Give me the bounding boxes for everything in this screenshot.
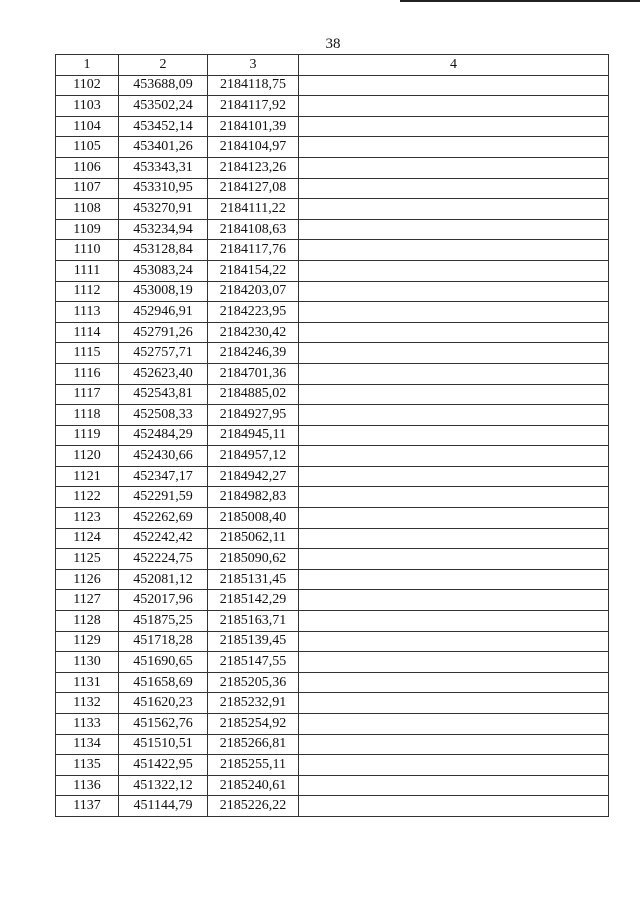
table-row [56,528,609,549]
table-row [56,281,609,302]
table-row [56,796,609,817]
table-row [56,693,609,714]
x-coordinate-cell: 452484,29 [119,425,208,446]
point-number-cell: 1133 [56,714,119,735]
note-cell [299,199,609,220]
point-number-cell: 1109 [56,219,119,240]
note-cell [299,116,609,137]
point-number-cell: 1104 [56,116,119,137]
y-coordinate-cell: 2185062,11 [208,528,299,549]
point-number-cell: 1118 [56,405,119,426]
y-coordinate-cell: 2184203,07 [208,281,299,302]
note-cell [299,281,609,302]
note-cell [299,302,609,323]
point-number-cell: 1123 [56,508,119,529]
x-coordinate-cell: 453128,84 [119,240,208,261]
point-number-cell: 1136 [56,775,119,796]
table-row [56,405,609,426]
point-number-cell: 1116 [56,363,119,384]
x-coordinate-cell: 453343,31 [119,157,208,178]
x-coordinate-cell: 452347,17 [119,466,208,487]
point-number-cell: 1111 [56,260,119,281]
note-cell [299,157,609,178]
x-coordinate-cell: 451144,79 [119,796,208,817]
y-coordinate-cell: 2185240,61 [208,775,299,796]
point-number-cell: 1113 [56,302,119,323]
point-number-cell: 1128 [56,611,119,632]
y-coordinate-cell: 2184957,12 [208,446,299,467]
x-coordinate-cell: 451562,76 [119,714,208,735]
point-number-cell: 1120 [56,446,119,467]
page-number: 38 [325,36,341,52]
x-coordinate-cell: 452224,75 [119,549,208,570]
note-cell [299,260,609,281]
note-cell [299,75,609,96]
point-number-cell: 1112 [56,281,119,302]
point-number-cell: 1102 [56,75,119,96]
table-row [56,343,609,364]
point-number-cell: 1105 [56,137,119,158]
column-header-2: 2 [119,55,208,76]
table-row [56,714,609,735]
table-row [56,631,609,652]
point-number-cell: 1110 [56,240,119,261]
y-coordinate-cell: 2185139,45 [208,631,299,652]
point-number-cell: 1132 [56,693,119,714]
x-coordinate-cell: 452430,66 [119,446,208,467]
note-cell [299,775,609,796]
table-header-row [56,55,609,76]
note-cell [299,425,609,446]
column-header-3: 3 [208,55,299,76]
x-coordinate-cell: 453452,14 [119,116,208,137]
note-cell [299,611,609,632]
x-coordinate-cell: 452508,33 [119,405,208,426]
y-coordinate-cell: 2184927,95 [208,405,299,426]
point-number-cell: 1121 [56,466,119,487]
table-row [56,302,609,323]
y-coordinate-cell: 2184230,42 [208,322,299,343]
point-number-cell: 1103 [56,96,119,117]
table-row [56,137,609,158]
table-row [56,466,609,487]
x-coordinate-cell: 451620,23 [119,693,208,714]
x-coordinate-cell: 452242,42 [119,528,208,549]
y-coordinate-cell: 2185254,92 [208,714,299,735]
y-coordinate-cell: 2184118,75 [208,75,299,96]
point-number-cell: 1135 [56,755,119,776]
table-row [56,672,609,693]
point-number-cell: 1127 [56,590,119,611]
note-cell [299,384,609,405]
y-coordinate-cell: 2185232,91 [208,693,299,714]
note-cell [299,549,609,570]
y-coordinate-cell: 2185147,55 [208,652,299,673]
y-coordinate-cell: 2185163,71 [208,611,299,632]
x-coordinate-cell: 453270,91 [119,199,208,220]
note-cell [299,569,609,590]
note-cell [299,734,609,755]
table-row [56,652,609,673]
table-row [56,384,609,405]
y-coordinate-cell: 2185205,36 [208,672,299,693]
note-cell [299,590,609,611]
y-coordinate-cell: 2185131,45 [208,569,299,590]
note-cell [299,240,609,261]
y-coordinate-cell: 2184982,83 [208,487,299,508]
y-coordinate-cell: 2184246,39 [208,343,299,364]
point-number-cell: 1125 [56,549,119,570]
point-number-cell: 1137 [56,796,119,817]
x-coordinate-cell: 451875,25 [119,611,208,632]
point-number-cell: 1107 [56,178,119,199]
note-cell [299,631,609,652]
y-coordinate-cell: 2184101,39 [208,116,299,137]
table-row [56,487,609,508]
y-coordinate-cell: 2184945,11 [208,425,299,446]
table-row [56,363,609,384]
point-number-cell: 1119 [56,425,119,446]
x-coordinate-cell: 451322,12 [119,775,208,796]
y-coordinate-cell: 2184942,27 [208,466,299,487]
note-cell [299,487,609,508]
table-row [56,157,609,178]
note-cell [299,96,609,117]
point-number-cell: 1117 [56,384,119,405]
table-row [56,549,609,570]
page-top-rule [400,0,640,2]
point-number-cell: 1122 [56,487,119,508]
note-cell [299,693,609,714]
note-cell [299,652,609,673]
table-row [56,775,609,796]
note-cell [299,178,609,199]
x-coordinate-cell: 453083,24 [119,260,208,281]
note-cell [299,755,609,776]
point-number-cell: 1124 [56,528,119,549]
column-header-4: 4 [299,55,609,76]
coordinates-table [55,54,609,817]
point-number-cell: 1115 [56,343,119,364]
point-number-cell: 1130 [56,652,119,673]
note-cell [299,219,609,240]
note-cell [299,137,609,158]
y-coordinate-cell: 2185266,81 [208,734,299,755]
y-coordinate-cell: 2184701,36 [208,363,299,384]
note-cell [299,508,609,529]
table-row [56,734,609,755]
y-coordinate-cell: 2184885,02 [208,384,299,405]
x-coordinate-cell: 453008,19 [119,281,208,302]
y-coordinate-cell: 2185255,11 [208,755,299,776]
table-row [56,260,609,281]
point-number-cell: 1129 [56,631,119,652]
point-number-cell: 1126 [56,569,119,590]
x-coordinate-cell: 453401,26 [119,137,208,158]
note-cell [299,405,609,426]
x-coordinate-cell: 452081,12 [119,569,208,590]
table-row [56,425,609,446]
column-header-1: 1 [56,55,119,76]
x-coordinate-cell: 452291,59 [119,487,208,508]
point-number-cell: 1108 [56,199,119,220]
x-coordinate-cell: 452543,81 [119,384,208,405]
x-coordinate-cell: 451690,65 [119,652,208,673]
y-coordinate-cell: 2184223,95 [208,302,299,323]
x-coordinate-cell: 453502,24 [119,96,208,117]
x-coordinate-cell: 452623,40 [119,363,208,384]
x-coordinate-cell: 451658,69 [119,672,208,693]
x-coordinate-cell: 453234,94 [119,219,208,240]
note-cell [299,528,609,549]
note-cell [299,714,609,735]
x-coordinate-cell: 452946,91 [119,302,208,323]
y-coordinate-cell: 2184104,97 [208,137,299,158]
note-cell [299,363,609,384]
y-coordinate-cell: 2184117,76 [208,240,299,261]
x-coordinate-cell: 453310,95 [119,178,208,199]
y-coordinate-cell: 2185008,40 [208,508,299,529]
note-cell [299,322,609,343]
y-coordinate-cell: 2184117,92 [208,96,299,117]
y-coordinate-cell: 2184154,22 [208,260,299,281]
table-row [56,569,609,590]
table-row [56,611,609,632]
y-coordinate-cell: 2185090,62 [208,549,299,570]
y-coordinate-cell: 2184108,63 [208,219,299,240]
y-coordinate-cell: 2185226,22 [208,796,299,817]
table-row [56,755,609,776]
y-coordinate-cell: 2184123,26 [208,157,299,178]
x-coordinate-cell: 451422,95 [119,755,208,776]
x-coordinate-cell: 451510,51 [119,734,208,755]
point-number-cell: 1134 [56,734,119,755]
table-row [56,178,609,199]
table-row [56,240,609,261]
note-cell [299,672,609,693]
x-coordinate-cell: 452017,96 [119,590,208,611]
note-cell [299,796,609,817]
table-row [56,96,609,117]
x-coordinate-cell: 452791,26 [119,322,208,343]
table-row [56,508,609,529]
table-row [56,199,609,220]
x-coordinate-cell: 452757,71 [119,343,208,364]
table-row [56,446,609,467]
table-row [56,116,609,137]
y-coordinate-cell: 2184127,08 [208,178,299,199]
x-coordinate-cell: 452262,69 [119,508,208,529]
y-coordinate-cell: 2185142,29 [208,590,299,611]
point-number-cell: 1131 [56,672,119,693]
point-number-cell: 1106 [56,157,119,178]
point-number-cell: 1114 [56,322,119,343]
table-row [56,75,609,96]
table-body [56,75,609,816]
table-row [56,219,609,240]
table-row [56,322,609,343]
y-coordinate-cell: 2184111,22 [208,199,299,220]
table-row [56,590,609,611]
x-coordinate-cell: 453688,09 [119,75,208,96]
note-cell [299,343,609,364]
x-coordinate-cell: 451718,28 [119,631,208,652]
note-cell [299,446,609,467]
note-cell [299,466,609,487]
